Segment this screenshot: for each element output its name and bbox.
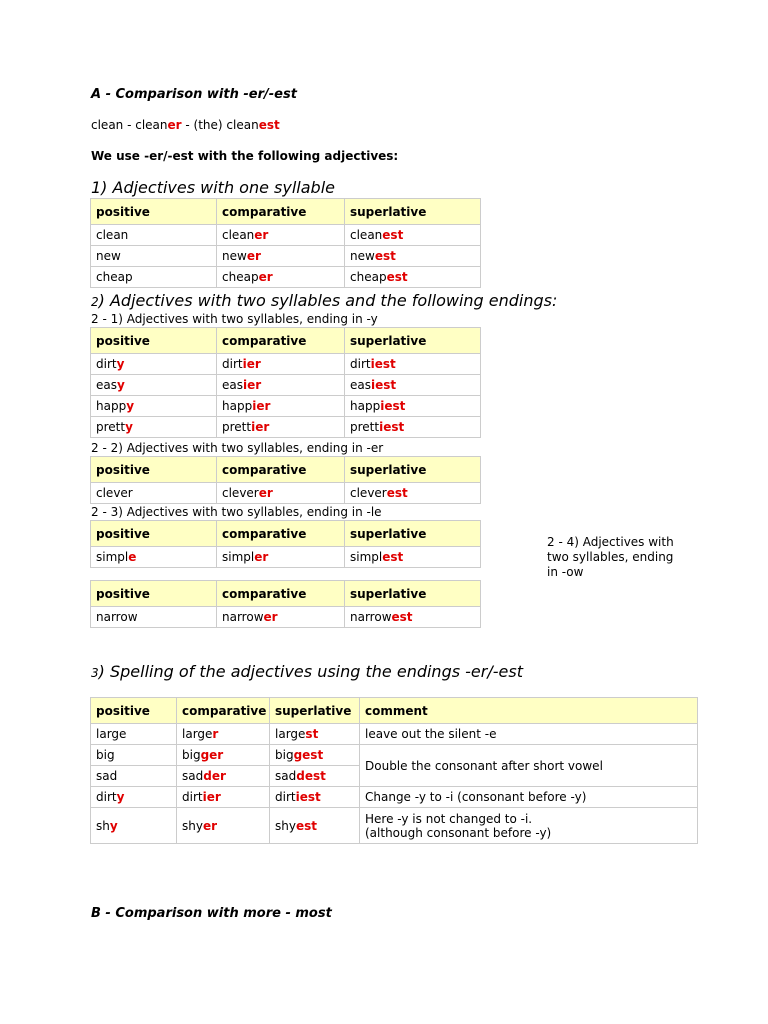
table-cell: sad [91, 766, 177, 787]
comment-cell: Double the consonant after short vowel [360, 745, 698, 787]
table-row [91, 724, 698, 745]
header-superlative: superlative [345, 581, 481, 607]
section-3-title-text: ) Spelling of the adjectives using the endings -er/-est [98, 662, 523, 681]
table-row [91, 246, 481, 267]
table-header-row [91, 457, 481, 483]
table-cell: clever [91, 483, 217, 504]
table-cell: narrowest [345, 607, 481, 628]
table-cell: shy [91, 808, 177, 844]
subsection-2-2-caption: 2 - 2) Adjectives with two syllables, ending in -er [91, 441, 384, 455]
comment-cell: Change -y to -i (consonant before -y) [360, 787, 698, 808]
section-a-heading: A - Comparison with -er/-est [91, 87, 297, 102]
intro-text: We use -er/-est with the following adjectives: [91, 149, 399, 163]
table-header-row [91, 581, 481, 607]
table-row [91, 417, 481, 438]
header-superlative: superlative [345, 457, 481, 483]
table-cell: prettiest [345, 417, 481, 438]
table-cell: dirtier [177, 787, 270, 808]
table-cell: narrower [217, 607, 345, 628]
table-cell: shyer [177, 808, 270, 844]
header-comparative: comparative [217, 521, 345, 547]
header-positive: positive [91, 328, 217, 354]
comment-cell [360, 808, 698, 844]
header-superlative: superlative [345, 521, 481, 547]
table-row [91, 745, 698, 766]
table-cell: cleanest [345, 225, 481, 246]
table-cell: large [91, 724, 177, 745]
header-comment: comment [360, 698, 698, 724]
table-header-row [91, 328, 481, 354]
comment-line: (although consonant before -y) [365, 825, 552, 840]
table-cell: easiest [345, 375, 481, 396]
table-header-row [91, 199, 481, 225]
table-row [91, 547, 481, 568]
table-cell: happiest [345, 396, 481, 417]
table-cell: prettier [217, 417, 345, 438]
table-cell: pretty [91, 417, 217, 438]
table-cell: simple [91, 547, 217, 568]
table-row [91, 354, 481, 375]
table-row [91, 808, 698, 844]
table-ending-y [90, 327, 481, 438]
table-cell: dirty [91, 787, 177, 808]
table-cell: dirtiest [270, 787, 360, 808]
header-positive: positive [91, 698, 177, 724]
table-header-row [91, 698, 698, 724]
table-cell: easy [91, 375, 217, 396]
section-2-title-text: ) Adjectives with two syllables and the following endings: [98, 291, 558, 310]
table-header-row [91, 521, 481, 547]
table-cell: dirtier [217, 354, 345, 375]
table-cell: bigger [177, 745, 270, 766]
example-part-2: - (the) clean [181, 118, 259, 132]
header-comparative: comparative [217, 328, 345, 354]
header-comparative: comparative [177, 698, 270, 724]
comment-line: Here -y is not changed to -i. [365, 811, 533, 826]
header-superlative: superlative [270, 698, 360, 724]
header-positive: positive [91, 199, 217, 225]
table-cell: dirty [91, 354, 217, 375]
table-cell: cheap [91, 267, 217, 288]
table-cell: big [91, 745, 177, 766]
header-positive: positive [91, 457, 217, 483]
table-cell: cleaner [217, 225, 345, 246]
header-superlative: superlative [345, 199, 481, 225]
table-cell: simpler [217, 547, 345, 568]
section-3-number: 3 [91, 666, 99, 680]
table-cell: cleverest [345, 483, 481, 504]
subsection-2-4-caption: 2 - 4) Adjectives with two syllables, ending in -ow [547, 535, 674, 579]
table-cell: sadder [177, 766, 270, 787]
table-row [91, 225, 481, 246]
table-ending-ow [90, 580, 481, 628]
table-cell: narrow [91, 607, 217, 628]
section-3-title [91, 662, 523, 681]
table-cell: largest [270, 724, 360, 745]
section-2-title [91, 291, 557, 310]
table-cell: new [91, 246, 217, 267]
comment-cell: leave out the silent -e [360, 724, 698, 745]
table-cell: saddest [270, 766, 360, 787]
header-comparative: comparative [217, 199, 345, 225]
header-superlative: superlative [345, 328, 481, 354]
table-row [91, 267, 481, 288]
table-cell: shyest [270, 808, 360, 844]
section-2-number: 2 [91, 295, 99, 309]
table-row [91, 375, 481, 396]
table-cell: cheaper [217, 267, 345, 288]
header-comparative: comparative [217, 457, 345, 483]
table-cell: newest [345, 246, 481, 267]
table-spelling [90, 697, 698, 844]
table-cell: biggest [270, 745, 360, 766]
example-part-1: clean - clean [91, 118, 168, 132]
table-cell: cleverer [217, 483, 345, 504]
table-cell: newer [217, 246, 345, 267]
example-suffix-er: er [167, 118, 182, 132]
example-suffix-est: est [258, 118, 280, 132]
table-cell: cheapest [345, 267, 481, 288]
table-cell: clean [91, 225, 217, 246]
section-b-heading: B - Comparison with more - most [91, 906, 332, 921]
table-cell: larger [177, 724, 270, 745]
subsection-2-1-caption: 2 - 1) Adjectives with two syllables, ending in -y [91, 312, 378, 326]
table-row [91, 483, 481, 504]
header-comparative: comparative [217, 581, 345, 607]
table-ending-le [90, 520, 481, 568]
table-row [91, 396, 481, 417]
section-1-title: 1) Adjectives with one syllable [91, 178, 335, 197]
table-cell: happier [217, 396, 345, 417]
table-one-syllable [90, 198, 481, 288]
table-cell: dirtiest [345, 354, 481, 375]
header-positive: positive [91, 581, 217, 607]
table-cell: happy [91, 396, 217, 417]
table-cell: simplest [345, 547, 481, 568]
table-row [91, 607, 481, 628]
table-ending-er [90, 456, 481, 504]
header-positive: positive [91, 521, 217, 547]
table-row [91, 787, 698, 808]
subsection-2-3-caption: 2 - 3) Adjectives with two syllables, ending in -le [91, 505, 382, 519]
table-cell: easier [217, 375, 345, 396]
example-line [91, 118, 280, 132]
